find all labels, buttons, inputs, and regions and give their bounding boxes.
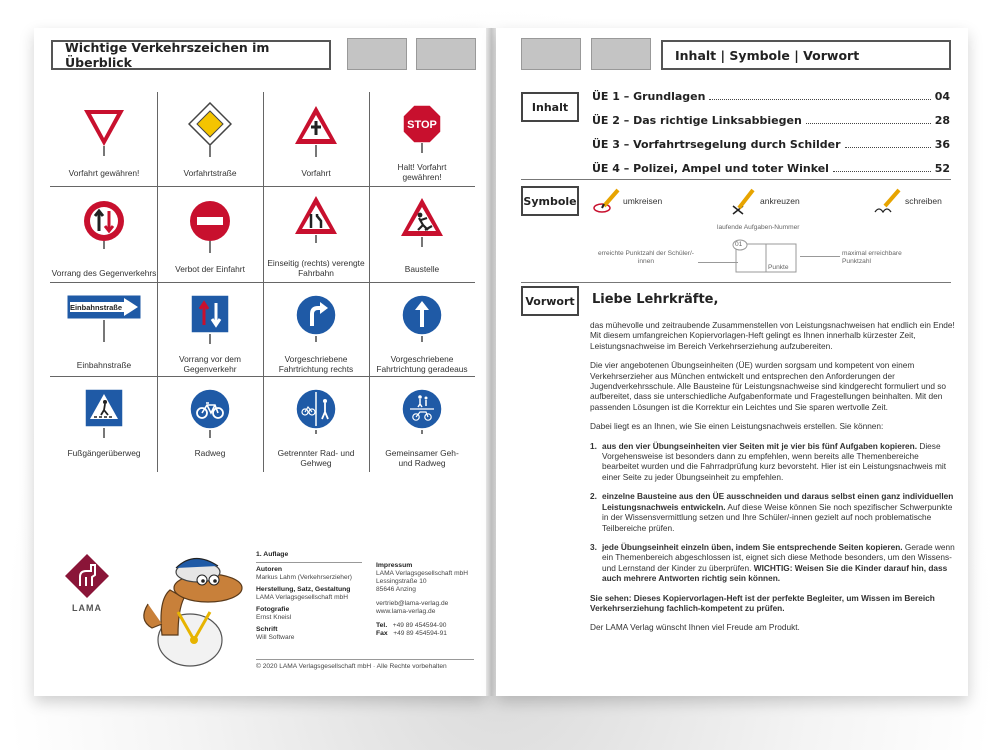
task-number-value: 01 bbox=[735, 241, 743, 248]
symbol-label: ankreuzen bbox=[760, 196, 800, 206]
pencil-cross-icon bbox=[729, 186, 759, 216]
authors-value: Markus Lahm (Verkehrserzieher) bbox=[256, 574, 353, 581]
sign-caption: Baustelle bbox=[404, 264, 440, 274]
sign-caption: Verbot der Einfahrt bbox=[175, 264, 245, 274]
one-way-sign-text: Einbahnstraße bbox=[69, 303, 123, 312]
stop-sign-icon bbox=[402, 104, 442, 144]
legend-max: maximal erreichbare Punktzahl bbox=[842, 250, 902, 265]
sign-post bbox=[421, 430, 423, 434]
authors-label: Autoren bbox=[256, 566, 283, 573]
list-item-bold: aus den vier Übungseinheiten vier Seiten mit je vier bis fünf Aufgaben kopieren. bbox=[602, 440, 918, 451]
road-narrows-sign-icon bbox=[293, 194, 339, 236]
sign-caption: Vorgeschriebene Fahrtrichtung rechts bbox=[278, 354, 354, 374]
legend-arrow bbox=[698, 262, 738, 263]
sign-post bbox=[421, 336, 423, 342]
toc-entry-label: ÜE 1 – Grundlagen bbox=[592, 90, 706, 103]
tel-label: Tel. bbox=[376, 622, 388, 629]
photo-value: Ernst Kneisl bbox=[256, 614, 292, 621]
sign-caption: Vorfahrt gewähren! bbox=[68, 168, 140, 178]
inhalt-label-text: Inhalt bbox=[531, 100, 569, 114]
legend-task-number: laufende Aufgaben-Nummer bbox=[717, 224, 800, 231]
sign-caption: Getrennter Rad- und Gehweg bbox=[277, 448, 355, 468]
points-label: Punkte bbox=[768, 264, 789, 271]
credits-right bbox=[376, 562, 476, 638]
pencil-circle-icon bbox=[592, 186, 622, 216]
credits-left bbox=[256, 551, 362, 642]
toc-dots bbox=[833, 171, 931, 172]
sign-cell bbox=[157, 378, 263, 472]
symbole-label-text: Symbole bbox=[523, 194, 577, 208]
list-item-text: Auf diese Weise können Sie noch spezifischer Schwerpunkte in der Wissensvermittlung setzen und Ihre Schüler/-innen gezielt auf noch problematische Teilbereiche prüfen. bbox=[602, 501, 953, 533]
symbole-label bbox=[521, 186, 579, 216]
edition-label: 1. Auflage bbox=[256, 551, 289, 558]
toc-entry-label: ÜE 4 – Polizei, Ampel und toter Winkel bbox=[592, 162, 829, 175]
sign-cell bbox=[157, 284, 263, 378]
grey-box bbox=[591, 38, 651, 70]
vorwort-body bbox=[590, 320, 955, 642]
grey-box bbox=[347, 38, 407, 70]
inhalt-label bbox=[521, 92, 579, 122]
sign-post bbox=[103, 146, 105, 156]
legend-arrow bbox=[800, 256, 840, 257]
oncoming-priority-sign-icon bbox=[83, 200, 125, 242]
left-page-title-text: Wichtige Verkehrszeichen im Überblick bbox=[65, 40, 270, 70]
toc-dots bbox=[845, 147, 931, 148]
left-page-title bbox=[51, 40, 331, 70]
production-value: LAMA Verlagsgesellschaft mbH bbox=[256, 594, 348, 601]
turn-right-sign-icon bbox=[295, 294, 337, 336]
sign-cell bbox=[51, 188, 157, 282]
toc-dots bbox=[806, 123, 931, 124]
sign-cell bbox=[263, 188, 369, 282]
sign-cell bbox=[263, 92, 369, 186]
sign-post bbox=[209, 145, 211, 157]
sign-post bbox=[421, 143, 423, 153]
vorwort-paragraph: Sie sehen: Dieses Kopiervorlagen-Heft ist der perfekte Begleiter, um Wissen im Bereich Verkehrserziehung fachlich-kompetent zu prüfen. bbox=[590, 592, 935, 613]
one-way-sign-icon bbox=[66, 294, 142, 320]
sign-caption: Vorrang vor dem Gegenverkehr bbox=[179, 354, 241, 374]
vorwort-label bbox=[521, 286, 579, 316]
sign-cell bbox=[369, 378, 475, 472]
photo-label: Fotografie bbox=[256, 606, 290, 613]
list-item-text: Diese Vorgehensweise ist besonders dann zu empfehlen, wenn bereits alle Themenbereiche bearbeitet wurden und die Fahrradprüfung kurz bevorsteht. Hier ist ein Leistungsnachweis mit einer Seite zu jeder Übungseinheit zu empfehlen. bbox=[602, 440, 947, 482]
sign-cell bbox=[263, 378, 369, 472]
sign-caption: Fußgängerüberweg bbox=[67, 448, 141, 458]
vorwort-label-text: Vorwort bbox=[525, 294, 575, 308]
sign-post bbox=[103, 320, 105, 342]
sign-post bbox=[315, 235, 317, 243]
grey-box bbox=[521, 38, 581, 70]
imprint-label: Impressum bbox=[376, 562, 413, 569]
bicycle-path-sign-icon bbox=[189, 388, 231, 430]
yield-sign-icon bbox=[82, 108, 126, 148]
imprint-name: LAMA Verlagsgesellschaft mbH bbox=[376, 570, 468, 577]
vorwort-paragraph: Der LAMA Verlag wünscht Ihnen viel Freude am Produkt. bbox=[590, 622, 800, 633]
sign-caption: Halt! Vorfahrt gewähren! bbox=[397, 162, 447, 182]
sign-caption: Vorgeschriebene Fahrtrichtung geradeaus bbox=[376, 354, 468, 374]
right-of-way-sign-icon bbox=[293, 104, 339, 146]
no-entry-sign-icon bbox=[189, 200, 231, 242]
vorwort-paragraph: das mühevolle und zeitraubende Zusammenstellen von Leistungsnachweisen hat endlich ein Ende! Mit diesem umfangreichen Kopiervorlagen-Heft gelingt es Ihnen innerhalb kürzester Zeit, Leistungsnachweise im Bereich Verkehrserziehung aufzubereiten. bbox=[590, 320, 955, 351]
sign-cell bbox=[51, 92, 157, 186]
divider bbox=[521, 179, 951, 180]
toc-entry-label: ÜE 2 – Das richtige Linksabbiegen bbox=[592, 114, 802, 127]
sign-cell bbox=[157, 188, 263, 282]
lama-logo-icon bbox=[64, 553, 110, 605]
roadworks-sign-icon bbox=[399, 196, 445, 238]
sign-post bbox=[209, 241, 211, 253]
sign-caption: Einseitig (rechts) verengte Fahrbahn bbox=[267, 258, 365, 278]
list-item-bold: jede Übungseinheit einzeln üben, indem Sie entsprechende Seiten kopieren. bbox=[602, 541, 903, 552]
imprint-street: Lessingstraße 10 bbox=[376, 578, 427, 585]
vorwort-paragraph: Die vier angebotenen Übungseinheiten (ÜE) wurden sorgsam und kompetent von einem Verkehrserzieher aus München entwickelt und entsprechen den Anforderungen der Jugendverkehrsschule. Alle Bausteine für Leistungsnachweise sind kindgerecht formuliert und so aufbereitet, dass sie unterschiedliche Aufgabenformate und Fragestellungen beinhalten. Mit den passenden Lösungen ist die Korrektur ein Leichtes und Sie sparen wertvolle Zeit. bbox=[590, 360, 947, 412]
toc-page-number: 28 bbox=[934, 114, 950, 127]
sign-cell bbox=[263, 284, 369, 378]
shared-path-sign-icon bbox=[401, 388, 443, 430]
sign-cell bbox=[157, 92, 263, 186]
fax-label: Fax bbox=[376, 630, 388, 637]
grey-box bbox=[416, 38, 476, 70]
separated-path-sign-icon bbox=[295, 388, 337, 430]
stop-sign-text: STOP bbox=[407, 119, 437, 131]
font-label: Schrift bbox=[256, 626, 278, 633]
grid-line bbox=[50, 186, 475, 187]
web-link[interactable]: www.lama-verlag.de bbox=[376, 608, 436, 615]
list-item bbox=[590, 491, 955, 533]
sign-cell bbox=[369, 284, 475, 378]
list-item bbox=[590, 542, 955, 584]
right-page-title-text: Inhalt | Symbole | Vorwort bbox=[675, 47, 860, 63]
divider bbox=[256, 659, 474, 660]
toc-entry[interactable] bbox=[592, 162, 950, 175]
production-label: Herstellung, Satz, Gestaltung bbox=[256, 586, 351, 593]
toc-page-number: 36 bbox=[934, 138, 950, 151]
sign-post bbox=[421, 237, 423, 247]
straight-ahead-sign-icon bbox=[401, 294, 443, 336]
toc-page-number: 04 bbox=[934, 90, 950, 103]
fax-value: +49 89 454594-91 bbox=[393, 630, 447, 637]
sign-post bbox=[209, 334, 211, 344]
priority-road-sign-icon bbox=[188, 102, 232, 146]
sign-cell bbox=[369, 188, 475, 282]
toc-entry[interactable] bbox=[592, 114, 950, 127]
tel-value: +49 89 454594-90 bbox=[392, 622, 447, 629]
list-item bbox=[590, 441, 955, 483]
vorwort-heading: Liebe Lehrkräfte, bbox=[592, 292, 719, 307]
priority-over-oncoming-sign-icon bbox=[190, 294, 230, 334]
sign-cell bbox=[51, 378, 157, 472]
sign-post bbox=[315, 430, 317, 434]
sign-caption: Radweg bbox=[194, 448, 226, 458]
toc-page-number: 52 bbox=[934, 162, 950, 175]
list-number: 2. bbox=[590, 491, 597, 502]
pedestrian-crossing-sign-icon bbox=[84, 388, 124, 428]
pencil-write-icon bbox=[873, 186, 903, 216]
toc-entry[interactable] bbox=[592, 90, 950, 103]
right-page-title bbox=[661, 40, 951, 70]
toc-entry[interactable] bbox=[592, 138, 950, 151]
sign-cell bbox=[369, 92, 475, 186]
font-value: Will Software bbox=[256, 634, 295, 641]
divider bbox=[521, 282, 951, 283]
lama-logo-text: LAMA bbox=[72, 603, 102, 613]
sign-caption: Vorrang des Gegenverkehrs bbox=[51, 268, 157, 278]
llama-mascot-icon bbox=[118, 540, 248, 670]
sign-caption: Vorfahrtstraße bbox=[183, 168, 237, 178]
list-item-bold: WICHTIG: Weisen Sie die Kinder darauf hin, dass auch mehrere Antworten richtig sein können. bbox=[602, 562, 948, 584]
imprint-city: 85646 Anzing bbox=[376, 586, 416, 593]
list-item-bold: einzelne Bausteine aus den ÜE ausschneiden und daraus selbst einen ganz individuellen Leistungsnachweis entwickeln. bbox=[602, 491, 954, 512]
sign-caption: Einbahnstraße bbox=[76, 360, 132, 370]
symbol-label: umkreisen bbox=[623, 196, 663, 206]
sign-caption: Gemeinsamer Geh- und Radweg bbox=[385, 448, 459, 468]
sign-post bbox=[103, 241, 105, 249]
sign-post bbox=[315, 145, 317, 157]
list-item-text: Gerade wenn ein Themenbereich abgeschlossen ist, eignet sich diese Methode besonders, um den Wissens- und Lernstand der Kinder zu überprüfen. bbox=[602, 541, 955, 573]
copyright-text: © 2020 LAMA Verlagsgesellschaft mbH · Alle Rechte vorbehalten bbox=[256, 663, 447, 670]
email-link[interactable]: vertrieb@lama-verlag.de bbox=[376, 600, 449, 607]
sign-cell bbox=[51, 284, 157, 378]
legend-achieved: erreichte Punktzahl der Schüler/-innen bbox=[597, 250, 695, 265]
sign-caption: Vorfahrt bbox=[301, 168, 331, 178]
vorwort-paragraph: Dabei liegt es an Ihnen, wie Sie einen Leistungsnachweis erstellen. Sie können: bbox=[590, 421, 884, 432]
list-number: 3. bbox=[590, 541, 597, 552]
toc-entry-label: ÜE 3 – Vorfahrtrsegelung durch Schilder bbox=[592, 138, 841, 151]
symbol-label: schreiben bbox=[905, 196, 942, 206]
grid-line bbox=[50, 282, 475, 283]
sign-post bbox=[209, 430, 211, 438]
sign-post bbox=[103, 428, 105, 438]
sign-post bbox=[315, 336, 317, 342]
toc-dots bbox=[709, 99, 930, 100]
list-number: 1. bbox=[590, 440, 597, 451]
